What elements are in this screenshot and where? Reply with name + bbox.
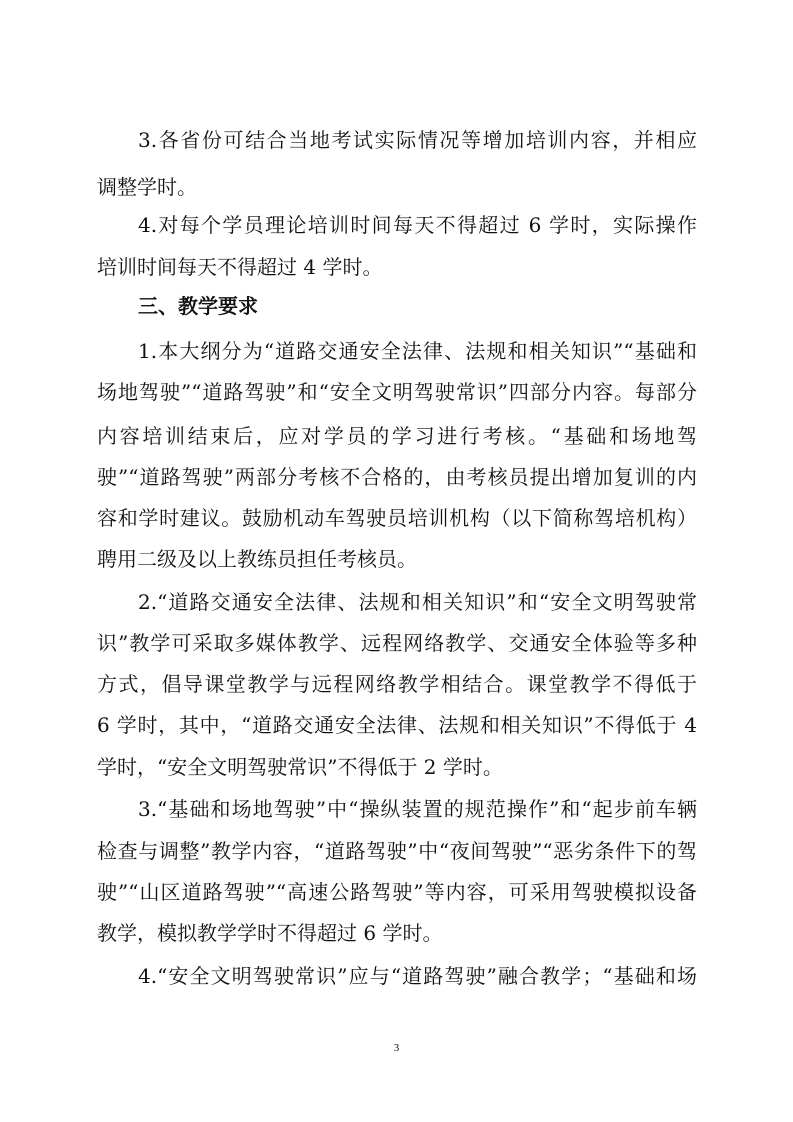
paragraph-line: 内容培训结束后，应对学员的学习进行考核。“基础和场地驾: [97, 424, 697, 448]
paragraph-line: 识”教学可采取多媒体教学、远程网络教学、交通安全体验等多种: [97, 631, 697, 655]
paragraph-line: 3.各省份可结合当地考试实际情况等增加培训内容，并相应: [138, 128, 697, 152]
paragraph-line: 场地驾驶”“道路驾驶”和“安全文明驾驶常识”四部分内容。每部分: [97, 380, 697, 404]
paragraph-line: 学时，“安全文明驾驶常识”不得低于 2 学时。: [97, 755, 503, 779]
paragraph-line: 培训时间每天不得超过 4 学时。: [97, 255, 383, 279]
paragraph-line: 驶”“道路驾驶”两部分考核不合格的，由考核员提出增加复训的内: [97, 465, 697, 489]
paragraph-line: 6 学时，其中，“道路交通安全法律、法规和相关知识”不得低于 4: [97, 713, 697, 737]
paragraph-line: 驶”“山区道路驾驶”“高速公路驾驶”等内容，可采用驾驶模拟设备: [97, 880, 697, 904]
paragraph-line: 4.对每个学员理论培训时间每天不得超过 6 学时，实际操作: [138, 213, 697, 237]
paragraph-line: 教学，模拟教学学时不得超过 6 学时。: [97, 921, 443, 945]
paragraph-line: 2.“道路交通安全法律、法规和相关知识”和“安全文明驾驶常: [138, 590, 697, 614]
paragraph-line: 3.“基础和场地驾驶”中“操纵装置的规范操作”和“起步前车辆: [138, 797, 697, 821]
paragraph-line: 检查与调整”教学内容，“道路驾驶”中“夜间驾驶”“恶劣条件下的驾: [97, 839, 697, 863]
paragraph-line: 1.本大纲分为“道路交通安全法律、法规和相关知识”“基础和: [138, 339, 697, 363]
paragraph-line: 方式，倡导课堂教学与远程网络教学相结合。课堂教学不得低于: [97, 672, 697, 696]
paragraph-line: 调整学时。: [97, 175, 197, 199]
paragraph-line: 4.“安全文明驾驶常识”应与“道路驾驶”融合教学；“基础和场: [138, 964, 697, 988]
page-number: 3: [393, 1042, 400, 1054]
paragraph-line: 容和学时建议。鼓励机动车驾驶员培训机构（以下简称驾培机构）: [97, 506, 697, 530]
paragraph-line: 聘用二级及以上教练员担任考核员。: [97, 547, 417, 571]
section-heading: 三、教学要求: [138, 294, 258, 318]
